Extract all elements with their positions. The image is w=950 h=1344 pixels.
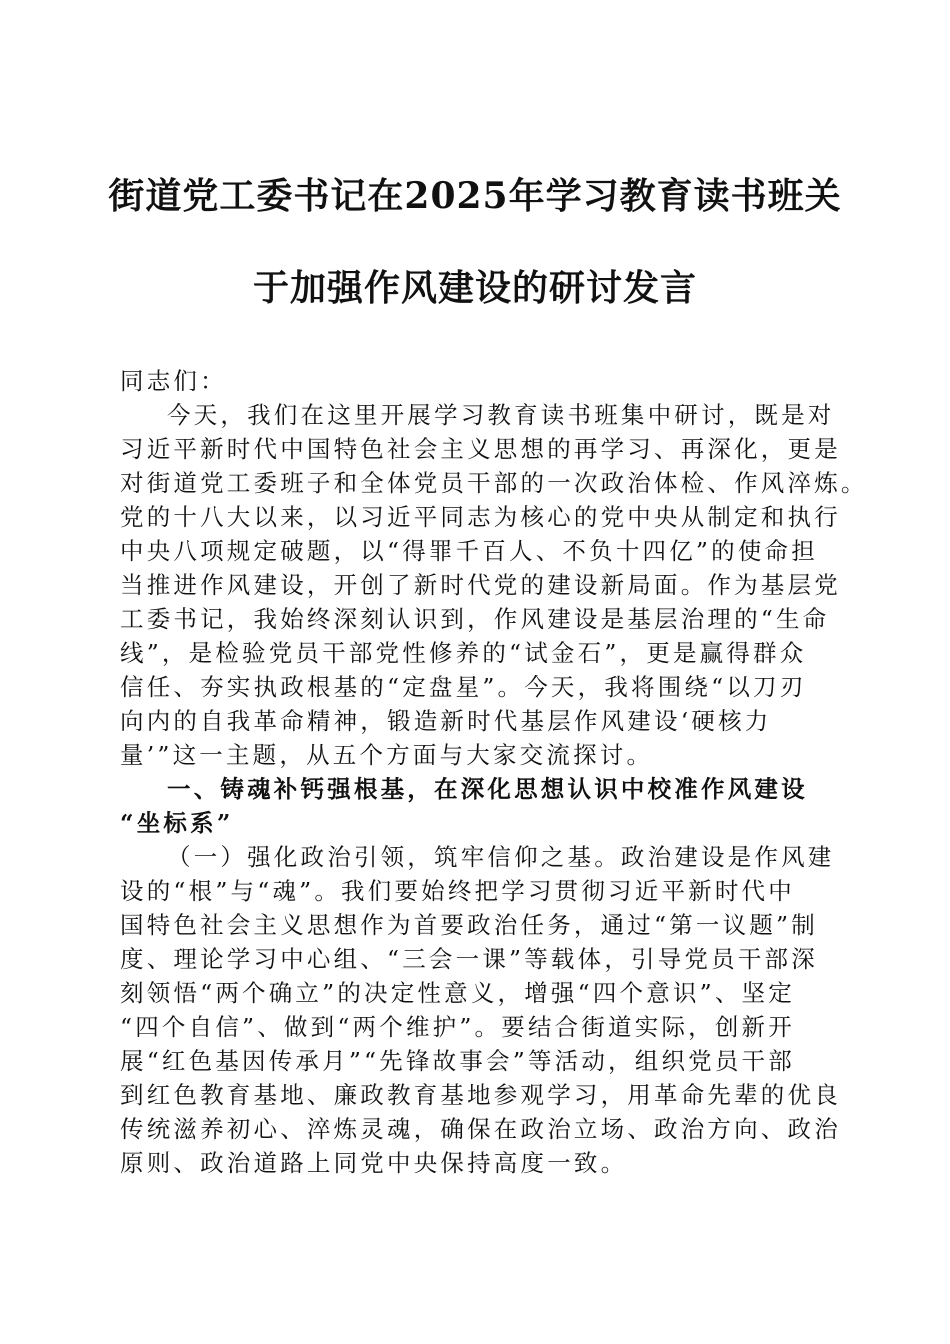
section-paragraph-line: 到红色教育基地、廉政教育基地参观学习，用革命先辈的优良	[120, 1081, 841, 1109]
section-paragraph-line: 设的“根”与“魂”。我们要始终把学习贯彻习近平新时代中	[120, 877, 795, 905]
intro-line: 今天，我们在这里开展学习教育读书班集中研讨，既是对	[167, 401, 835, 429]
intro-line: 习近平新时代中国特色社会主义思想的再学习、再深化，更是	[120, 435, 841, 463]
intro-line: 信任、夯实执政根基的“定盘星”。今天，我将围绕“以刀刃	[120, 673, 807, 701]
intro-line: 向内的自我革命精神，锻造新时代基层作风建设‘硬核力	[120, 707, 772, 735]
intro-line: 中央八项规定破题，以“得罪千百人、不负十四亿”的使命担	[120, 537, 818, 565]
section-paragraph-line: 国特色社会主义思想作为首要政治任务，通过“第一议题”制	[120, 911, 818, 939]
intro-line: 线”，是检验党员干部党性修养的“试金石”，更是赢得群众	[120, 639, 807, 667]
section-paragraph-line: 展“红色基因传承月”“先锋故事会”等活动，组织党员干部	[120, 1047, 795, 1075]
section-paragraph-line: （一）强化政治引领，筑牢信仰之基。政治建设是作风建	[167, 843, 835, 871]
intro-line: 量’”这一主题，从五个方面与大家交流探讨。	[120, 741, 654, 769]
section-paragraph-line: 度、理论学习中心组、“三会一课”等载体，引导党员干部深	[120, 945, 818, 973]
document-body	[120, 364, 868, 1180]
document-title-line-1: 街道党工委书记在2025年学习教育读书班关	[108, 175, 842, 217]
intro-line: 党的十八大以来，以习近平同志为核心的党中央从制定和执行	[120, 503, 841, 531]
document-title-line-2: 于加强作风建设的研讨发言	[252, 267, 697, 309]
intro-line: 工委书记，我始终深刻认识到，作风建设是基层治理的“生命	[120, 605, 830, 633]
section-paragraph-line: “四个自信”、做到“两个维护”。要结合街道实际，创新开	[120, 1013, 795, 1041]
section-heading-line: “坐标系”	[120, 809, 234, 837]
salutation: 同志们：	[120, 367, 227, 395]
section-paragraph-line: 原则、政治道路上同党中央保持高度一致。	[120, 1149, 628, 1177]
section-paragraph-line: 传统滋养初心、淬炼灵魂，确保在政治立场、政治方向、政治	[120, 1115, 841, 1143]
section-paragraph-line: 刻领悟“两个确立”的决定性意义，增强“四个意识”、坚定	[120, 979, 795, 1007]
section-heading-line: 一、铸魂补钙强根基，在深化思想认识中校准作风建设	[167, 775, 808, 803]
intro-line: 当推进作风建设，开创了新时代党的建设新局面。作为基层党	[120, 571, 841, 599]
intro-line: 对街道党工委班子和全体党员干部的一次政治体检、作风淬炼。	[120, 469, 868, 497]
